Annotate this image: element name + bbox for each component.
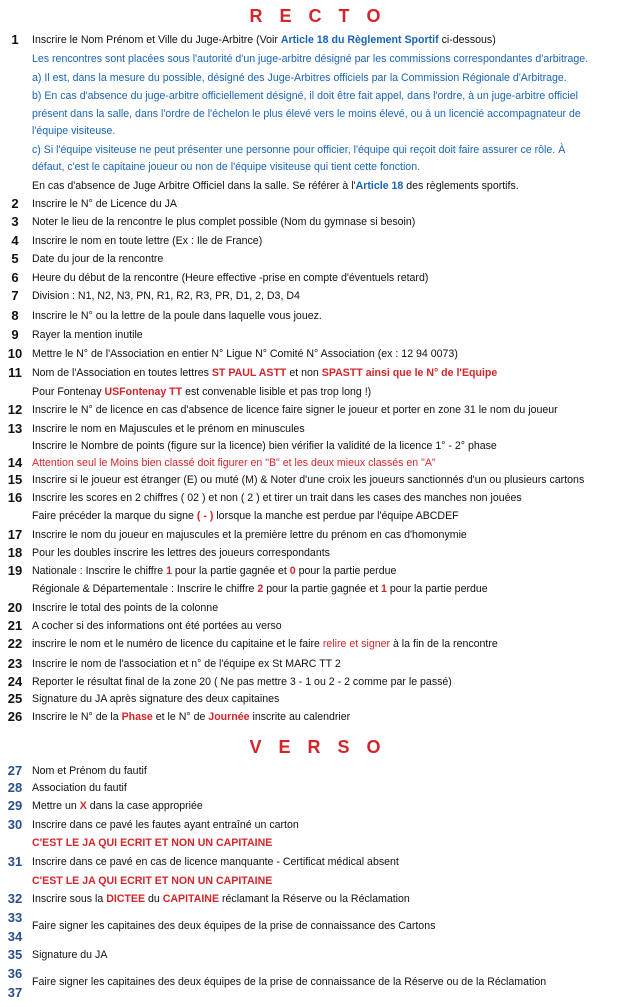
instruction-row [0,51,636,69]
instruction-text [32,638,498,650]
text-segment: Article 18 [355,180,404,192]
text-segment: Journée [208,711,250,723]
item-number: 27 [7,763,23,778]
text-segment: Mettre le N° de l'Association en entier N° Ligue N° Comité N° Association (ex : 12 94 0073) [32,348,458,360]
instruction-text [32,329,143,341]
instruction-text [32,386,371,398]
instruction-row [0,270,636,288]
item-number: 20 [7,600,23,615]
text-segment: C'EST LE JA QUI ECRIT ET NON UN CAPITAINE [32,875,273,887]
text-segment: Inscrire le Nom Prénom et Ville du Juge-Arbitre (Voir [32,34,281,46]
instruction-row [0,88,636,106]
text-segment: et le N° de [152,711,209,723]
instruction-text [32,620,282,632]
item-number: 6 [11,270,19,285]
item-number: 10 [7,346,23,361]
text-segment: 1 [381,583,387,595]
instruction-text [32,53,588,65]
text-segment: Article 18 du Règlement Sportif [280,34,439,46]
instruction-row [0,288,636,306]
item-number: 30 [7,817,23,832]
item-number: 18 [7,545,23,560]
item-number: 29 [7,798,23,813]
instruction-text [32,565,396,577]
item-number: 31 [7,854,23,869]
text-segment: Mettre un [32,800,80,812]
instruction-row [0,365,636,383]
instruction-row [0,929,636,947]
instruction-text [32,693,279,705]
text-segment: Signature du JA après signature des deux capitaines [32,693,280,705]
text-segment: des règlements sportifs. [403,180,519,192]
instruction-text [32,457,436,469]
text-segment: X [79,800,87,812]
item-number: 4 [11,233,19,248]
instruction-text [32,602,218,614]
instruction-row [0,947,636,965]
text-segment: Pour Fontenay [32,386,105,398]
text-segment: est convenable lisible et pas trop long !) [182,386,372,398]
instruction-text [32,125,115,137]
item-number: 32 [7,891,23,906]
instruction-text [32,404,558,416]
instruction-row [0,402,636,420]
instruction-text [32,253,163,265]
instruction-row [0,233,636,251]
text-segment: ( - ) [196,510,214,522]
text-segment: Inscrire sous la [32,893,107,905]
item-number: 16 [7,490,23,505]
instruction-text [32,216,415,228]
instruction-row [0,873,636,891]
instruction-row [0,545,636,563]
item-number: 13 [7,421,23,436]
text-segment: présent dans la salle, dans l'ordre de l'échelon le plus élevé vers le moins élevé, ou à un licencié accompagnateur de [32,108,581,120]
instruction-row [0,636,636,654]
instruction-text [32,290,300,302]
text-segment: relire et signer [322,638,391,650]
text-segment: Inscrire dans ce pavé en cas de licence manquante - Certificat médical absent [32,856,399,868]
text-segment: C'EST LE JA QUI ECRIT ET NON UN CAPITAINE [32,837,273,849]
instruction-row [0,835,636,853]
instruction-row [0,854,636,872]
instruction-text [32,800,203,812]
instruction-row [0,327,636,345]
instruction-row [0,123,636,141]
instruction-text [32,474,584,486]
instruction-row [0,600,636,618]
text-segment: du [145,893,163,905]
text-segment: Inscrire le nom du joueur en majuscules et la première lettre du prénom en cas d'homonymie [32,529,467,541]
instruction-text [32,893,410,905]
item-number: 22 [7,636,23,651]
text-segment: Inscrire dans ce pavé les fautes ayant entraîné un carton [32,819,299,831]
instruction-row [0,106,636,124]
recto-title: R E C T O [249,6,387,26]
item-number: 34 [7,929,23,944]
instruction-text [32,235,262,247]
item-number: 24 [7,674,23,689]
instruction-row [0,891,636,909]
instruction-text [32,547,330,559]
item-number: 21 [7,618,23,633]
text-segment: Nom et Prénom du fautif [32,765,147,777]
instruction-text [32,348,458,360]
item-number: 33 [7,910,23,925]
text-segment: 0 [289,565,296,577]
instruction-row [0,70,636,88]
instruction-text [32,108,581,120]
instruction-row [0,384,636,402]
text-segment: c) Si l'équipe visiteuse ne peut présenter une personne pour officier, l'équipe qui reçoit doit faire assurer ce rôle. À [32,144,566,156]
item-number: 12 [7,402,23,417]
text-segment: Signature du JA [32,949,108,961]
item-number: 28 [7,780,23,795]
instruction-text [32,856,399,868]
instruction-text [32,423,305,435]
instruction-row [0,251,636,269]
instruction-text [32,72,567,84]
item-number: 3 [11,214,19,229]
text-segment: Inscrire le N° de la [32,711,122,723]
item-number: 15 [7,472,23,487]
text-segment: Inscrire le nom en Majuscules et le prénom en minuscules [32,423,305,435]
instruction-text [32,529,467,541]
text-segment: Inscrire le nom en toute lettre (Ex : Ile de France) [32,235,263,247]
text-segment: CAPITAINE [162,893,220,905]
instruction-row [0,178,636,196]
text-segment: à la fin de la rencontre [390,638,498,650]
text-segment: Reporter le résultat final de la zone 20 ( Ne pas mettre 3 - 1 ou 2 - 2 comme par le passé) [32,676,452,688]
text-segment: Inscrire le N° de licence en cas d'absence de licence faire signer le joueur et porter en zone 31 le nom du joueur [32,404,558,416]
item-number: 37 [7,985,23,1000]
instruction-row [0,581,636,599]
text-segment: Inscrire si le joueur est étranger (E) ou muté (M) & Noter d'une croix les joueurs sanctionnés d'un ou plusieurs cartons [32,474,585,486]
text-segment: a) Il est, dans la mesure du possible, désigné des Juge-Arbitres officiels par la Commission Régionale d'Arbitrage. [32,72,567,84]
instruction-text [32,658,341,670]
text-segment: Inscrire le N° de Licence du JA [32,198,177,210]
item-number: 9 [11,327,19,342]
text-segment: 2 [257,583,264,595]
text-segment: Heure du début de la rencontre (Heure effective -prise en compte d'éventuels retard) [32,272,429,284]
item-number: 17 [7,527,23,542]
instruction-text [32,765,147,777]
text-segment: pour la partie gagnée et [171,565,290,577]
instruction-text [32,782,127,794]
instruction-row [0,763,636,781]
instruction-row [0,346,636,364]
text-segment: l'équipe visiteuse. [32,125,116,137]
instruction-text [32,34,496,46]
text-segment: Faire signer les capitaines des deux équipes de la prise de connaissance des Cartons [32,920,436,932]
text-segment: Nationale : Inscrire le chiffre [32,565,167,577]
text-segment: Inscrire le N° ou la lettre de la poule dans laquelle vous jouez. [32,310,322,322]
instruction-row [0,32,636,50]
instruction-row [0,142,636,160]
instruction-text [32,510,459,522]
text-segment: 1 [166,565,172,577]
text-segment: SPASTT ainsi que le N° de l'Equipe [321,367,498,379]
text-segment: DICTEE [106,893,146,905]
item-number: 35 [7,947,23,962]
text-segment: inscrite au calendrier [249,711,351,723]
instruction-row [0,490,636,508]
instruction-text [32,440,497,452]
instruction-row [0,455,636,473]
item-number: 7 [11,288,19,303]
instruction-text [32,180,519,192]
instruction-text [32,819,299,831]
instruction-row [0,527,636,545]
instruction-row [0,780,636,798]
text-segment: Inscrire le total des points de la colonne [32,602,219,614]
instruction-text [32,90,578,102]
item-number: 1 [11,32,19,47]
item-number: 36 [7,966,23,981]
text-segment: réclamant la Réserve ou la Réclamation [219,893,410,905]
text-segment: Régionale & Départementale : Inscrire le chiffre [32,583,258,595]
item-number: 14 [7,455,23,470]
text-segment: Date du jour de la rencontre [32,253,164,265]
text-segment: Rayer la mention inutile [32,329,143,341]
verso-title: V E R S O [249,737,387,757]
instruction-row [0,472,636,490]
instruction-text [32,310,322,322]
item-number: 5 [11,251,19,266]
instruction-row [0,985,636,1003]
text-segment: pour la partie perdue [386,583,488,595]
instruction-row [0,563,636,581]
text-segment: Division : N1, N2, N3, PN, R1, R2, R3, PR, D1, 2, D3, D4 [32,290,300,302]
instruction-text [32,837,272,849]
instruction-row [0,308,636,326]
instruction-row [0,674,636,692]
instruction-row [0,508,636,526]
text-segment: ci-dessous) [438,34,496,46]
item-number: 8 [11,308,19,323]
instruction-text [32,144,565,156]
instruction-row [0,817,636,835]
instruction-text [32,367,497,379]
text-segment: Inscrire les scores en 2 chiffres ( 02 ) et non ( 2 ) et tirer un trait dans les cases des manches non jouées [32,492,522,504]
text-segment: ST PAUL ASTT [211,367,287,379]
instruction-text [32,949,107,961]
text-segment: En cas d'absence de Juge Arbitre Officiel dans la salle. Se référer à l' [32,180,356,192]
item-number: 25 [7,691,23,706]
text-segment: Association du fautif [32,782,127,794]
instruction-row [0,438,636,456]
text-segment: Noter le lieu de la rencontre le plus complet possible (Nom du gymnase si besoin) [32,216,416,228]
item-number: 11 [8,365,22,380]
text-segment: Inscrire le nom de l'association et n° de l'équipe ex St MARC TT 2 [32,658,341,670]
instruction-text [32,583,488,595]
instruction-row [0,159,636,177]
instruction-row [0,709,636,727]
instruction-row [0,691,636,709]
text-segment: Attention seul le Moins bien classé doit figurer en "B" et les deux mieux classés en "A" [32,457,436,469]
item-number: 26 [7,709,23,724]
instruction-row [0,421,636,439]
instruction-row [0,656,636,674]
item-number: 19 [7,563,23,578]
instruction-text [32,676,452,688]
text-segment: Faire précéder la marque du signe [32,510,197,522]
text-segment: dans la case appropriée [86,800,203,812]
text-segment: Inscrire le Nombre de points (figure sur la licence) bien vérifier la validité de la licence 1° - 2° phase [32,440,497,452]
text-segment: A cocher si des informations ont été portées au verso [32,620,282,632]
item-number: 2 [11,196,19,211]
text-segment: défaut, c'est le capitaine joueur ou non de l'équipe visiteuse qui tient cette fonction. [32,161,421,173]
instruction-row [0,798,636,816]
text-segment: USFontenay TT [104,386,183,398]
text-segment: inscrire le nom et le numéro de licence du capitaine et le faire [32,638,323,650]
text-segment: pour la partie perdue [295,565,397,577]
instruction-row [0,214,636,232]
text-segment: pour la partie gagnée et [263,583,382,595]
instruction-text [32,492,522,504]
instruction-text [32,198,177,210]
text-segment: Les rencontres sont placées sous l'autorité d'un juge-arbitre désigné par les commissions correspondantes d'arbitrage. [32,53,589,65]
text-segment: et non [286,367,322,379]
text-segment: Pour les doubles inscrire les lettres des joueurs correspondants [32,547,330,559]
text-segment: lorsque la manche est perdue par l'équipe ABCDEF [213,510,459,522]
text-segment: Faire signer les capitaines des deux équipes de la prise de connaissance de la Réserve ou de la Réclamation [32,976,547,988]
text-segment: Nom de l'Association en toutes lettres [32,367,212,379]
text-segment: b) En cas d'absence du juge-arbitre officiellement désigné, il doit être fait appel, dans l'ordre, à un juge-arbitre officiel [32,90,579,102]
instruction-text [32,711,350,723]
instruction-text [32,161,420,173]
instruction-row [0,196,636,214]
instruction-row [0,618,636,636]
instruction-text [32,272,428,284]
instruction-text [32,875,272,887]
text-segment: Phase [121,711,153,723]
item-number: 23 [7,656,23,671]
